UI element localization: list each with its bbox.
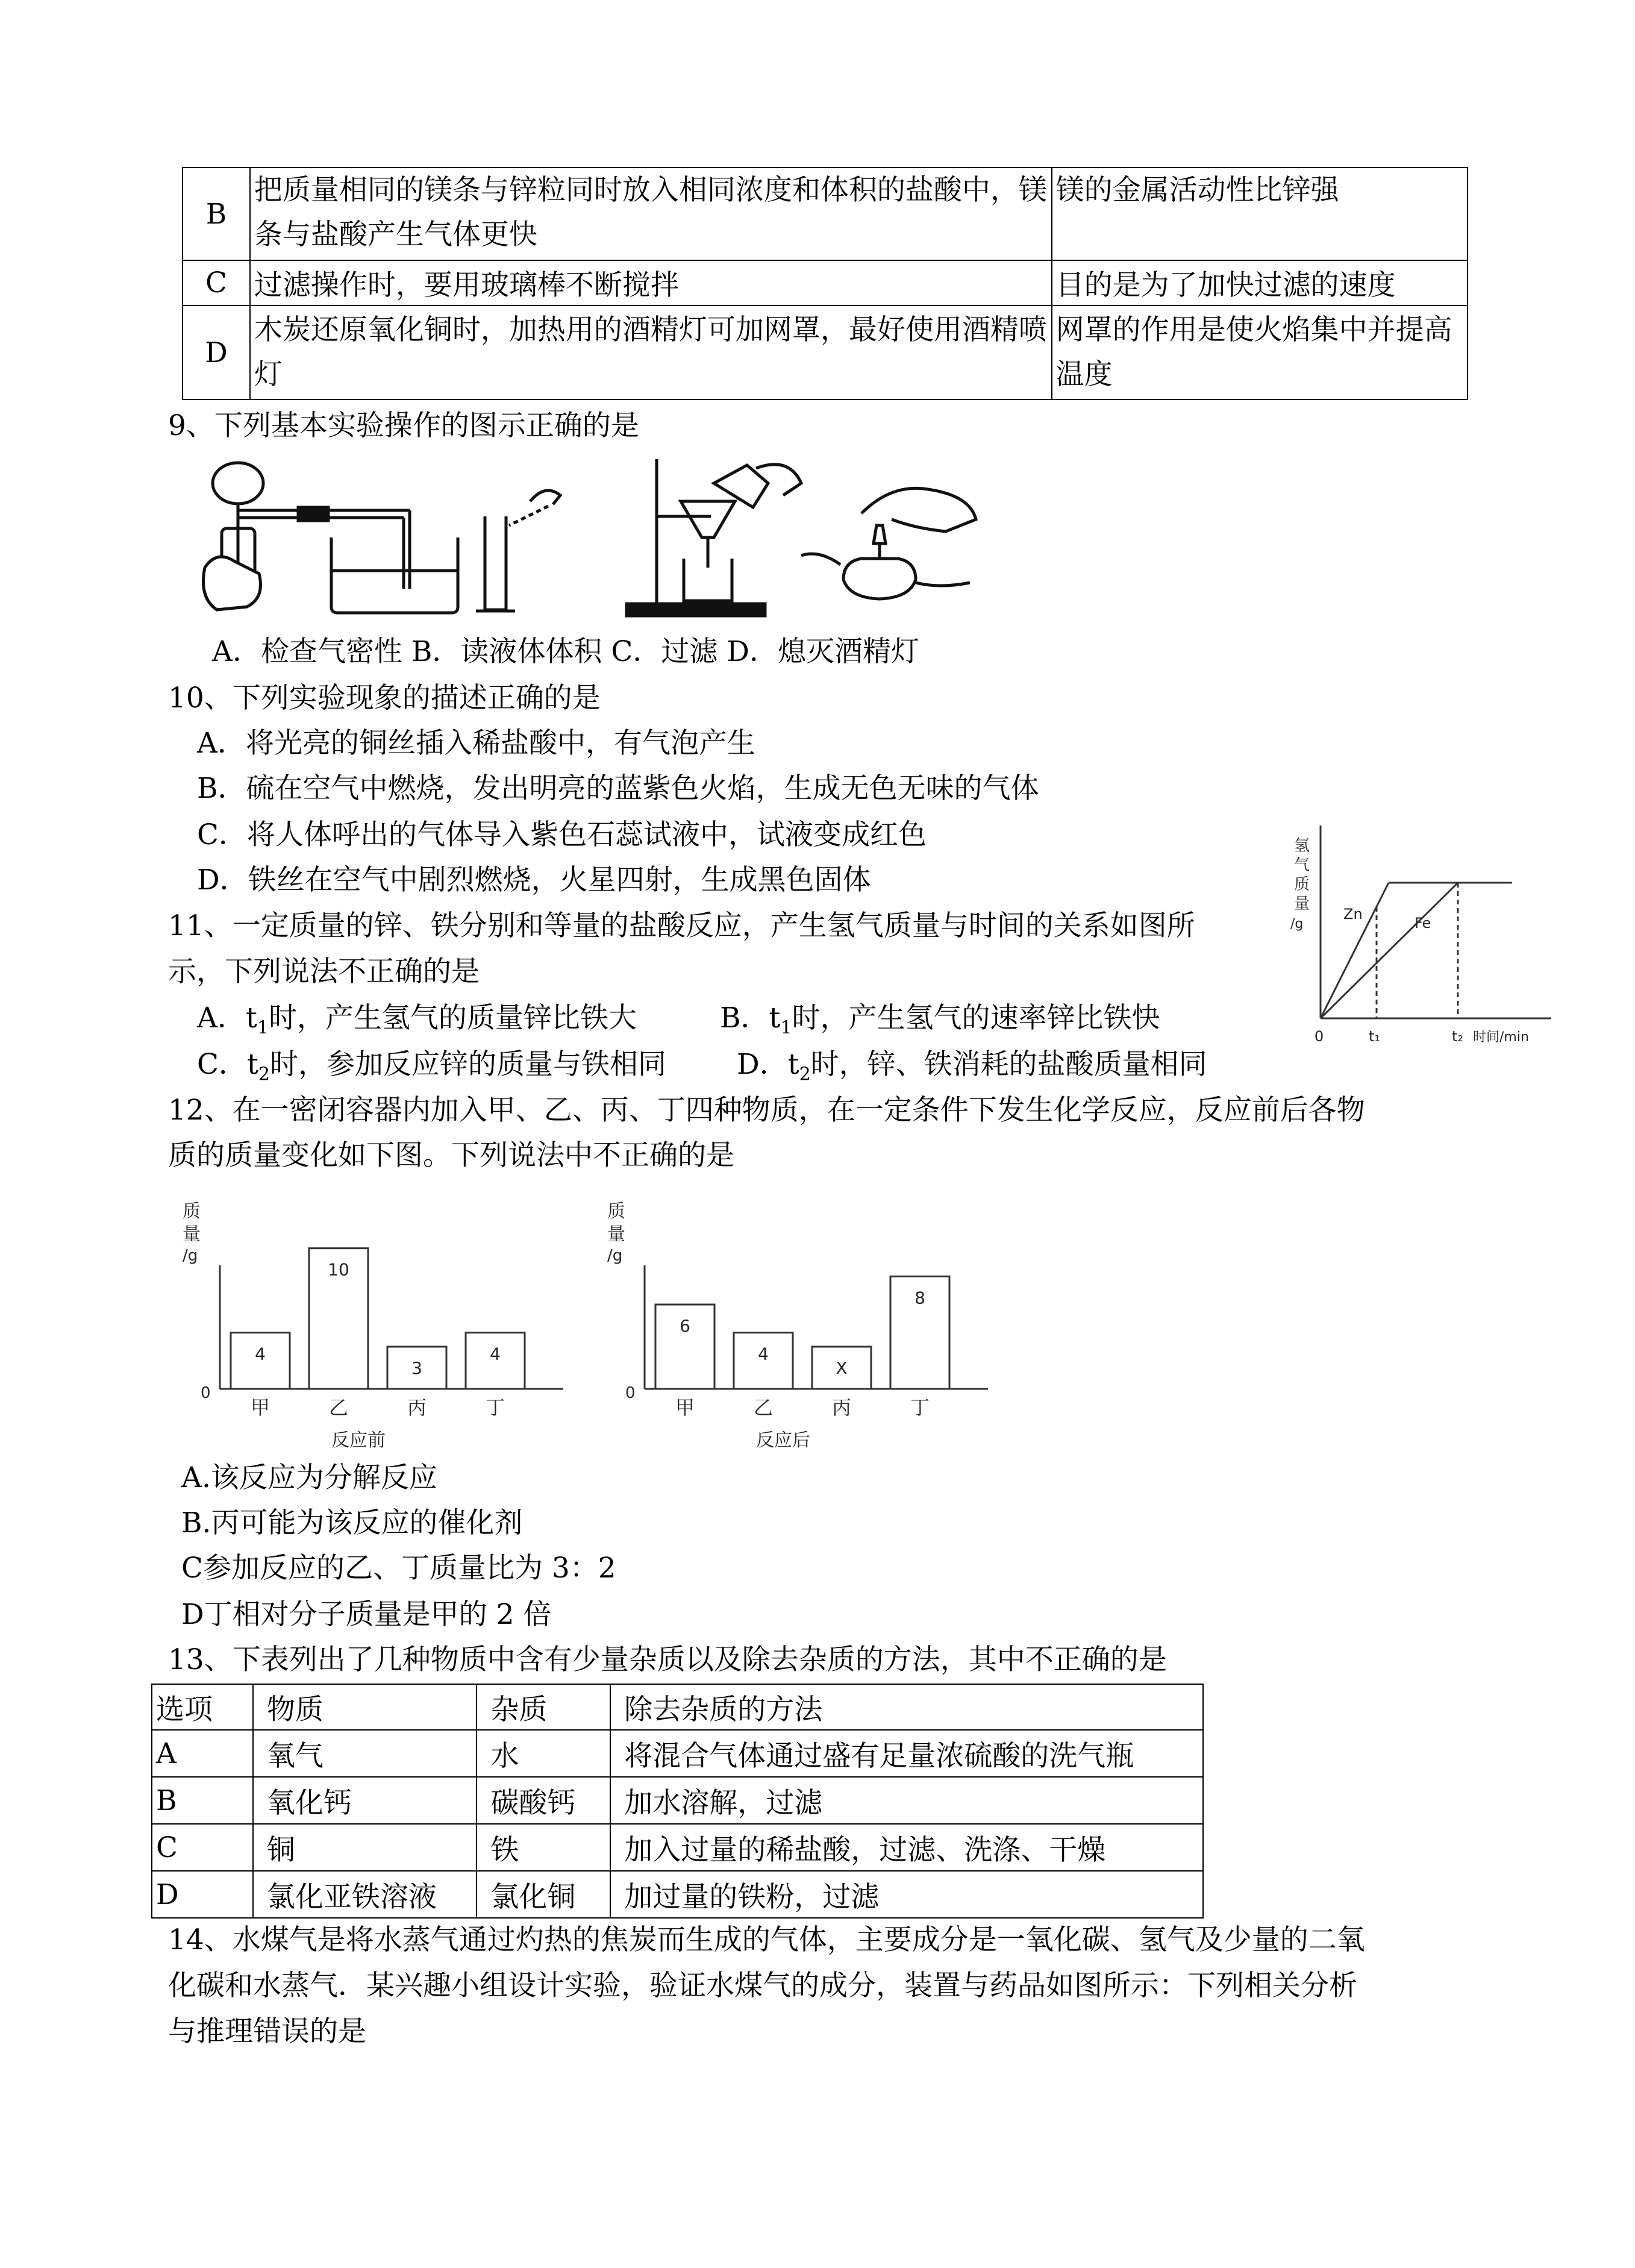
q14-line1: 14、水煤气是将水蒸气通过灼热的焦炭而生成的气体，主要成分是一氧化碳、氢气及少量的二氧 <box>168 1923 1365 1956</box>
lab-operations-figure <box>193 459 988 622</box>
x-unit-label: 时间/min <box>1473 1030 1529 1045</box>
q11-stem-line2: 示，下列说法不正确的是 <box>168 955 480 988</box>
column-header: 物质 <box>253 1684 477 1730</box>
table-cell: 碳酸钙 <box>477 1777 610 1824</box>
q10-option-d: D．铁丝在空气中剧烈燃烧，火星四射，生成黑色固体 <box>197 863 871 897</box>
table-row <box>152 1824 1203 1871</box>
q10-stem: 10、下列实验现象的描述正确的是 <box>168 681 601 715</box>
q11-stem-line1: 11、一定质量的锌、铁分别和等量的盐酸反应，产生氢气质量与时间的关系如图所 <box>168 909 1195 942</box>
q14-line2: 化碳和水蒸气．某兴趣小组设计实验，验证水煤气的成分，装置与药品如图所示：下列相关分析 <box>168 1969 1357 2002</box>
table-cell: 加过量的铁粉，过滤 <box>610 1871 1203 1918</box>
table-cell: 氧气 <box>253 1730 477 1777</box>
data-label: 8 <box>914 1288 925 1308</box>
operation-cell: 过滤操作时，要用玻璃棒不断搅拌 <box>250 260 1052 305</box>
table-cell: A <box>152 1730 253 1777</box>
option-key: C <box>183 260 250 305</box>
origin-label: 0 <box>1315 1028 1324 1045</box>
table-cell: B <box>152 1777 253 1824</box>
table-cell: C <box>152 1824 253 1871</box>
table-row <box>152 1777 1203 1824</box>
table-cell: 加水溶解，过滤 <box>610 1777 1203 1824</box>
x-tick-label: 丙 <box>831 1396 852 1419</box>
table-cell: 铁 <box>477 1824 610 1871</box>
explanation-cell: 网罩的作用是使火焰集中并提高温度 <box>1052 305 1468 399</box>
bar-chart-before <box>178 1193 611 1458</box>
y-axis-label: 质 <box>607 1201 625 1222</box>
column-header: 选项 <box>152 1684 253 1730</box>
q11-option-d: D．$t_2$时，锌、铁消耗的盐酸质量相同 <box>737 1048 1207 1085</box>
data-label: 4 <box>758 1344 769 1364</box>
t2-label: t₂ <box>1452 1028 1464 1045</box>
table-row <box>183 168 1468 260</box>
table-header-row <box>152 1684 1203 1730</box>
q11-option-c: C．$t_2$时，参加反应锌的质量与铁相同 <box>197 1048 666 1085</box>
q11-option-b: B．$t_1$时，产生氢气的速率锌比铁快 <box>720 1001 1160 1039</box>
y-label-char: 气 <box>1294 856 1310 874</box>
q12-option-a: A.该反应为分解反应 <box>181 1461 437 1494</box>
data-label: 4 <box>255 1344 266 1364</box>
data-label: 4 <box>490 1344 501 1364</box>
data-label: 10 <box>328 1259 349 1280</box>
table-cell: D <box>152 1871 253 1918</box>
x-tick-label: 丙 <box>407 1396 427 1419</box>
option-key: D <box>183 305 250 399</box>
q13-table <box>151 1684 1204 1919</box>
origin-label: 0 <box>201 1384 211 1402</box>
option-key: B <box>183 168 250 260</box>
q12-option-c: C参加反应的乙、丁质量比为 3：2 <box>181 1552 616 1585</box>
y-axis-label: /g <box>607 1247 623 1265</box>
table-cell: 水 <box>477 1730 610 1777</box>
bar-chart-after <box>602 1193 1036 1458</box>
x-tick-label: 丁 <box>910 1396 930 1419</box>
x-tick-label: 丁 <box>485 1396 505 1419</box>
x-tick-label: 乙 <box>753 1396 774 1419</box>
data-label: 6 <box>680 1316 690 1336</box>
q11-option-a: A．$t_1$时，产生氢气的质量锌比铁大 <box>197 1001 637 1039</box>
x-tick-label: 乙 <box>328 1396 349 1419</box>
t1-label: t₁ <box>1369 1028 1381 1045</box>
chart-title: 反应后 <box>756 1430 810 1451</box>
table-row <box>183 305 1468 399</box>
zn-line <box>1321 883 1389 1018</box>
q10-option-c: C．将人体呼出的气体导入紫色石蕊试液中，试液变成红色 <box>197 818 927 851</box>
q9-stem: 9、下列基本实验操作的图示正确的是 <box>168 409 639 442</box>
y-axis-label: 质 <box>183 1201 201 1222</box>
q10-option-a: A．将光亮的铜丝插入稀盐酸中，有气泡产生 <box>197 727 755 760</box>
hydrogen-time-chart <box>1277 813 1554 1054</box>
data-label: 3 <box>411 1358 422 1378</box>
y-label-char: 质 <box>1294 876 1310 894</box>
explanation-cell: 目的是为了加快过滤的速度 <box>1052 260 1468 305</box>
y-axis-label: 量 <box>183 1224 201 1245</box>
explanation-cell: 镁的金属活动性比锌强 <box>1052 168 1468 260</box>
table-cell: 氧化钙 <box>253 1777 477 1824</box>
q8-table <box>182 167 1468 400</box>
operation-cell: 把质量相同的镁条与锌粒同时放入相同浓度和体积的盐酸中，镁条与盐酸产生气体更快 <box>250 168 1052 260</box>
q9-options: A．检查气密性 B．读液体体积 C．过滤 D．熄灭酒精灯 <box>212 635 919 668</box>
column-header: 杂质 <box>477 1684 610 1730</box>
fe-line <box>1321 883 1458 1018</box>
y-axis-label: /g <box>183 1247 198 1265</box>
table-row <box>152 1730 1203 1777</box>
q12-stem-line2: 质的质量变化如下图。下列说法中不正确的是 <box>168 1139 734 1172</box>
x-tick-label: 甲 <box>250 1396 270 1419</box>
y-label-char: 氢 <box>1294 837 1310 855</box>
y-axis-label: 量 <box>607 1224 625 1245</box>
table-cell: 氯化铜 <box>477 1871 610 1918</box>
y-label-unit: /g <box>1290 916 1304 932</box>
chart-title: 反应前 <box>331 1430 386 1451</box>
column-header: 除去杂质的方法 <box>610 1684 1203 1730</box>
table-cell: 氯化亚铁溶液 <box>253 1871 477 1918</box>
q13-stem: 13、下表列出了几种物质中含有少量杂质以及除去杂质的方法，其中不正确的是 <box>168 1643 1167 1676</box>
table-row <box>183 260 1468 305</box>
fe-label: Fe <box>1415 915 1431 932</box>
q12-option-b: B.丙可能为该反应的催化剂 <box>181 1506 523 1540</box>
data-label: X <box>836 1358 848 1378</box>
y-label-char: 量 <box>1294 895 1310 913</box>
origin-label: 0 <box>625 1384 636 1402</box>
table-cell: 加入过量的稀盐酸，过滤、洗涤、干燥 <box>610 1824 1203 1871</box>
operation-cell: 木炭还原氧化铜时，加热用的酒精灯可加网罩，最好使用酒精喷灯 <box>250 305 1052 399</box>
q12-option-d: D丁相对分子质量是甲的 2 倍 <box>181 1598 552 1631</box>
x-tick-label: 甲 <box>675 1396 695 1419</box>
q10-option-b: B．硫在空气中燃烧，发出明亮的蓝紫色火焰，生成无色无味的气体 <box>197 772 1039 805</box>
table-row <box>152 1871 1203 1918</box>
zn-label: Zn <box>1343 906 1363 923</box>
table-cell: 将混合气体通过盛有足量浓硫酸的洗气瓶 <box>610 1730 1203 1777</box>
q14-line3: 与推理错误的是 <box>168 2015 366 2048</box>
q12-stem-line1: 12、在一密闭容器内加入甲、乙、丙、丁四种物质，在一定条件下发生化学反应，反应前后各物 <box>168 1094 1365 1127</box>
table-cell: 铜 <box>253 1824 477 1871</box>
